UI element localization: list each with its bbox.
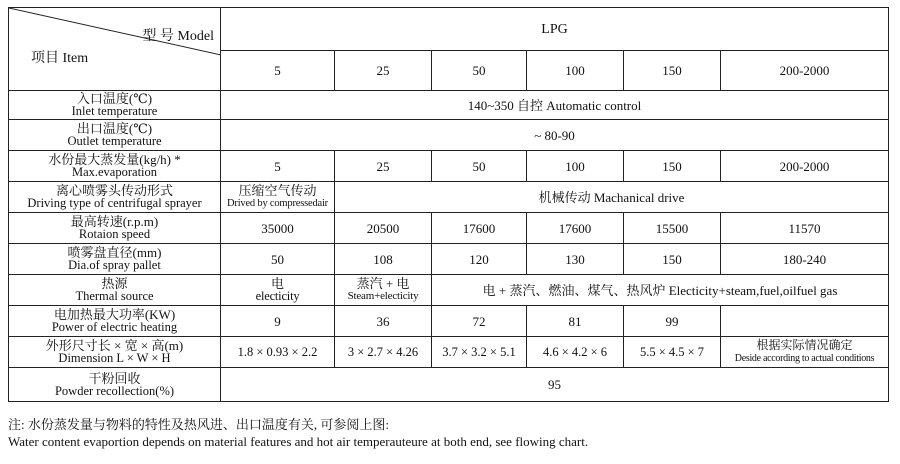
value-cell: 120 (432, 244, 527, 275)
model-header-label: 型 号 Model (142, 29, 214, 44)
row-label: 最高转速(r.p.m) Rotaion speed (9, 213, 221, 244)
value-cell: 5 (221, 151, 335, 182)
note-chinese: 注: 水份蒸发量与物料的特性及热风进、出口温度有关, 可参阅上图: (8, 417, 389, 432)
value-cell: 35000 (221, 213, 335, 244)
value-cell: 108 (335, 244, 432, 275)
row-spray-pallet (9, 244, 889, 275)
row-label: 热源 Thermal source (9, 275, 221, 306)
row-driving-type (9, 182, 889, 213)
value-cell: 180-240 (721, 244, 889, 275)
item-header-label: 项目 Item (31, 51, 89, 66)
model-cell: 100 (527, 51, 624, 91)
value-cell: 1.8 × 0.93 × 2.2 (221, 337, 335, 368)
value-cell: 200-2000 (721, 151, 889, 182)
drive-rest-value: 机械传动 Machanical drive (335, 182, 889, 213)
row-thermal-source (9, 275, 889, 306)
outlet-value: ~ 80-90 (221, 120, 889, 151)
thermal-first-cell: 电 electicity (221, 275, 335, 306)
value-cell: 9 (221, 306, 335, 337)
drive-first-cell: 压缩空气传动 Drived by compressedair (221, 182, 335, 213)
value-cell: 50 (221, 244, 335, 275)
value-cell: 130 (527, 244, 624, 275)
row-dimension (9, 337, 889, 368)
model-cell: 150 (624, 51, 721, 91)
value-cell: 150 (624, 151, 721, 182)
value-cell: 11570 (721, 213, 889, 244)
row-label: 出口温度(℃) Outlet temperature (9, 120, 221, 151)
row-label: 入口温度(℃) Inlet temperature (9, 91, 221, 120)
inlet-value: 140~350 自控 Automatic control (221, 91, 889, 120)
series-header: LPG (221, 8, 889, 51)
row-label: 离心喷雾头传动形式 Driving type of centrifugal sprayer (9, 182, 221, 213)
row-label: 干粉回收 Powder recollection(%) (9, 368, 221, 402)
value-cell: 150 (624, 244, 721, 275)
value-cell: 99 (624, 306, 721, 337)
row-label: 水份最大蒸发量(kg/h) * Max.evaporation (9, 151, 221, 182)
note-english: Water content evaportion depends on material features and hot air temperauteure at both end, see flowing chart. (8, 434, 589, 449)
value-cell: 50 (432, 151, 527, 182)
value-cell: 5.5 × 4.5 × 7 (624, 337, 721, 368)
row-max-evaporation (9, 151, 889, 182)
value-cell: 4.6 × 4.2 × 6 (527, 337, 624, 368)
row-inlet-temperature (9, 91, 889, 120)
model-cell: 5 (221, 51, 335, 91)
row-outlet-temperature (9, 120, 889, 151)
value-cell: 17600 (432, 213, 527, 244)
row-label: 电加热最大功率(KW) Power of electric heating (9, 306, 221, 337)
value-cell (721, 306, 889, 337)
header-diagonal-cell (9, 8, 221, 91)
dimension-last-cell: 根据实际情况确定 Deside according to actual conditions (721, 337, 889, 368)
value-cell: 17600 (527, 213, 624, 244)
row-label: 外形尺寸长 × 宽 × 高(m) Dimension L × W × H (9, 337, 221, 368)
value-cell: 15500 (624, 213, 721, 244)
recollection-value: 95 (221, 368, 889, 402)
row-label: 喷雾盘直径(mm) Dia.of spray pallet (9, 244, 221, 275)
value-cell: 3.7 × 3.2 × 5.1 (432, 337, 527, 368)
value-cell: 36 (335, 306, 432, 337)
value-cell: 100 (527, 151, 624, 182)
value-cell: 72 (432, 306, 527, 337)
thermal-second-cell: 蒸汽 + 电 Steam+electicity (335, 275, 432, 306)
value-cell: 20500 (335, 213, 432, 244)
spec-table (8, 7, 889, 402)
row-powder-recollection (9, 368, 889, 402)
row-rotation-speed (9, 213, 889, 244)
row-electric-heating (9, 306, 889, 337)
model-cell: 50 (432, 51, 527, 91)
value-cell: 81 (527, 306, 624, 337)
model-cell: 25 (335, 51, 432, 91)
thermal-rest-value: 电 + 蒸汽、燃油、煤气、热风炉 Electicity+steam,fuel,oilfuel gas (432, 275, 889, 306)
value-cell: 25 (335, 151, 432, 182)
model-cell: 200-2000 (721, 51, 889, 91)
value-cell: 3 × 2.7 × 4.26 (335, 337, 432, 368)
header-diagonal-line (9, 8, 221, 91)
